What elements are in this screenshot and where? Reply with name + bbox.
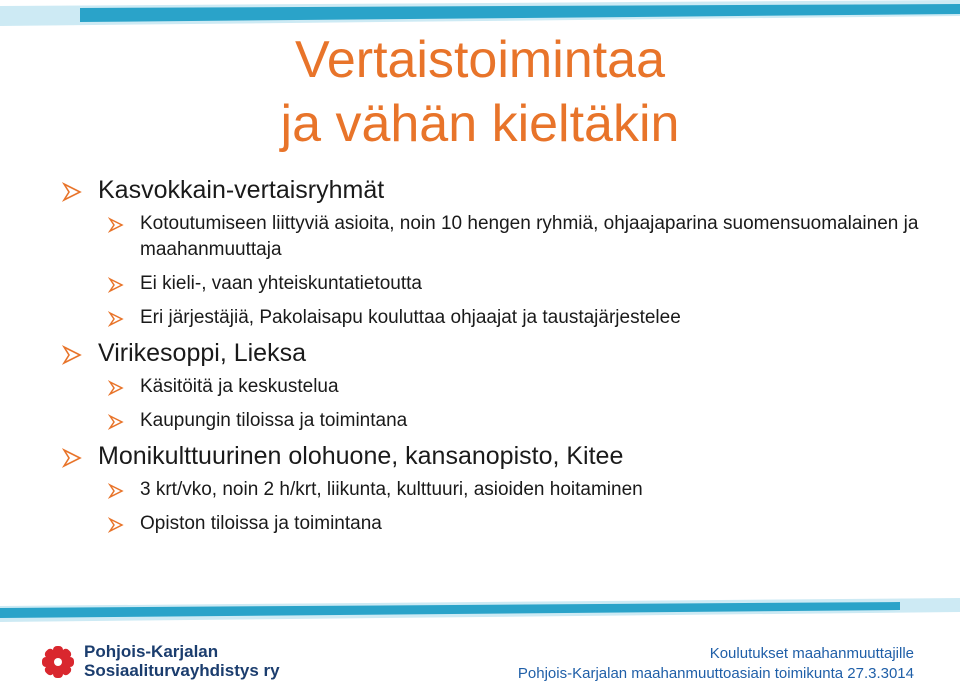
- arrow-bullet-icon: [108, 378, 124, 404]
- bullet-text: Kasvokkain-vertaisryhmät: [98, 176, 385, 204]
- bullet-text: Eri järjestäjiä, Pakolaisapu kouluttaa ohjaajat ja taustajärjestelee: [140, 307, 681, 328]
- bullet-level-2: [62, 477, 942, 503]
- org-name-line-1: Pohjois-Karjalan: [84, 642, 219, 661]
- top-decorative-band: [0, 0, 960, 30]
- bullet-text: Ei kieli-, vaan yhteiskuntatietoutta: [140, 273, 422, 294]
- bullet-level-1: [62, 442, 942, 471]
- bullet-text: 3 krt/vko, noin 2 h/krt, liikunta, kulttuuri, asioiden hoitaminen: [140, 479, 643, 500]
- bullet-level-2: [62, 211, 942, 263]
- bullet-level-2: [62, 374, 942, 400]
- arrow-bullet-icon: [62, 446, 82, 475]
- title-line-1: Vertaistoimintaa: [295, 31, 665, 89]
- bullet-level-2: [62, 271, 942, 297]
- bullet-level-1: [62, 339, 942, 368]
- title-line-2: ja vähän kieltäkin: [280, 95, 680, 153]
- organization-name: [84, 642, 280, 680]
- arrow-bullet-icon: [62, 343, 82, 372]
- arrow-bullet-icon: [108, 481, 124, 507]
- bullet-text: Virikesoppi, Lieksa: [98, 339, 306, 367]
- footer-decorative-band: [0, 596, 960, 626]
- footer-line-2: Pohjois-Karjalan maahanmuuttoasiain toimikunta 27.3.3014: [517, 665, 914, 682]
- arrow-bullet-icon: [108, 515, 124, 541]
- slide-title: [0, 28, 960, 156]
- bullet-text: Kotoutumiseen liittyviä asioita, noin 10 hengen ryhmiä, ohjaajaparina suomensuomalainen ja maahanmuuttaja: [140, 213, 919, 260]
- bullet-level-2: [62, 305, 942, 331]
- bullet-level-2: [62, 408, 942, 434]
- arrow-bullet-icon: [62, 180, 82, 209]
- footer-info: [518, 644, 914, 684]
- org-name-line-2: Sosiaaliturvayhdistys ry: [84, 661, 280, 680]
- bullet-text: Opiston tiloissa ja toimintana: [140, 513, 382, 534]
- bullet-list: [62, 176, 942, 545]
- bullet-level-2: [62, 511, 942, 537]
- bullet-text: Kaupungin tiloissa ja toimintana: [140, 410, 408, 431]
- arrow-bullet-icon: [108, 309, 124, 335]
- bullet-text: Monikulttuurinen olohuone, kansanopisto, Kitee: [98, 442, 624, 470]
- organization-logo-icon: [40, 644, 76, 680]
- arrow-bullet-icon: [108, 412, 124, 438]
- arrow-bullet-icon: [108, 275, 124, 301]
- footer-line-1: Koulutukset maahanmuuttajille: [709, 645, 914, 662]
- bullet-level-1: [62, 176, 942, 205]
- arrow-bullet-icon: [108, 215, 124, 241]
- bullet-text: Käsitöitä ja keskustelua: [140, 376, 339, 397]
